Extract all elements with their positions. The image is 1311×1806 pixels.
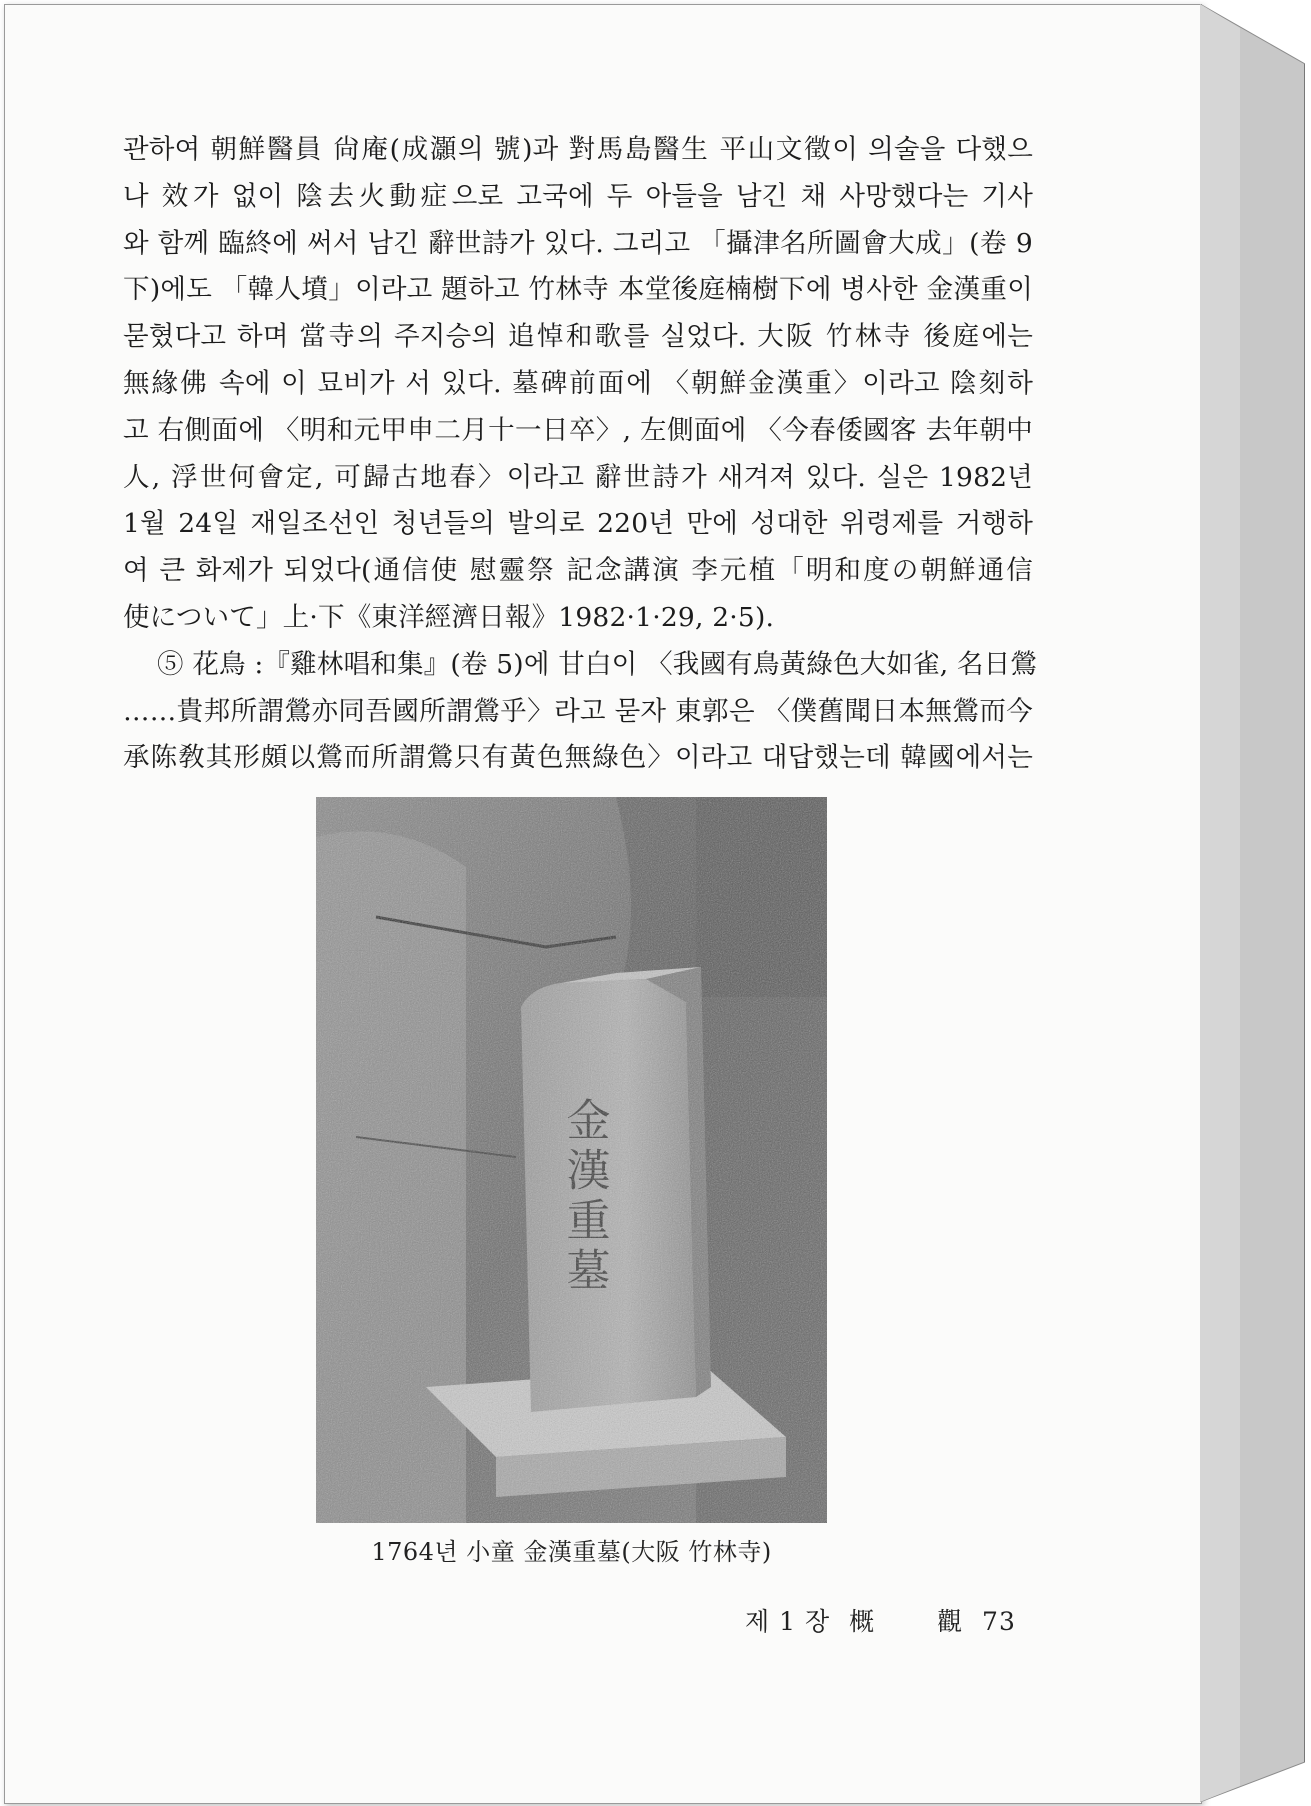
book-page-edges	[1200, 4, 1305, 1802]
chapter-title-2: 觀	[937, 1607, 964, 1636]
gravestone-photo-image	[316, 797, 827, 1523]
text-line: 나 效가 없이 陰去火動症으로 고국에 두 아들을 남긴 채 사망했다는 기사	[123, 180, 1033, 212]
text-line: 관하여 朝鮮醫員 尙庵(成灝의 號)과 對馬島醫生 平山文徵이 의술을 다했으	[123, 134, 1033, 165]
book-page	[4, 4, 1202, 1804]
text-line: 고 右側面에 〈明和元甲申二月十一日卒〉, 左側面에 〈今春倭國客 去年朝中	[123, 414, 1033, 446]
photo-caption: 1764년 小童 金漢重墓(大阪 竹林寺)	[371, 1538, 772, 1566]
text-line: 下)에도 「韓人墳」이라고 題하고 竹林寺 本堂後庭楠樹下에 병사한 金漢重이	[123, 274, 1033, 306]
text-line: ……貴邦所謂鶯亦同吾國所謂鶯乎〉라고 묻자 東郭은 〈僕舊聞日本無鶯而今	[123, 695, 1033, 727]
chapter-title-1: 概	[849, 1607, 876, 1636]
paragraph-1	[123, 127, 1033, 642]
page-footer	[745, 1602, 1045, 1638]
text-line: 묻혔다고 하며 當寺의 주지승의 追悼和歌를 실었다. 大阪 竹林寺 後庭에는	[123, 321, 1033, 353]
text-line: 承陈敎其形頗以鶯而所謂鶯只有黃色無綠色〉이라고 대답했는데 韓國에서는	[123, 742, 1033, 774]
page-number: 73	[982, 1607, 1016, 1636]
body-text	[123, 127, 1038, 782]
text-line: 여 큰 화제가 되었다(通信使 慰靈祭 記念講演 李元植「明和度の朝鮮通信	[123, 555, 1033, 587]
text-line: 使について」上·下《東洋經濟日報》1982·1·29, 2·5).	[123, 601, 775, 633]
text-line: 人, 浮世何會定, 可歸古地春〉이라고 辭世詩가 새겨져 있다. 실은 1982년	[123, 461, 1033, 493]
text-line: 1월 24일 재일조선인 청년들의 발의로 220년 만에 성대한 위령제를 거행하	[123, 508, 1033, 540]
text-line: ⑤ 花鳥 :『雞林唱和集』(卷 5)에 甘白이 〈我國有鳥黃綠色大如雀, 名日鶯	[157, 648, 1038, 680]
paragraph-2	[123, 642, 1038, 782]
text-line: 無緣佛 속에 이 묘비가 서 있다. 墓碑前面에 〈朝鮮金漢重〉이라고 陰刻하	[123, 367, 1033, 399]
gravestone-photo	[316, 797, 827, 1523]
text-line: 와 함께 臨終에 써서 남긴 辭世詩가 있다. 그리고 「攝津名所圖會大成」(卷 9	[123, 227, 1033, 259]
chapter-label: 제 1 장	[745, 1607, 831, 1636]
